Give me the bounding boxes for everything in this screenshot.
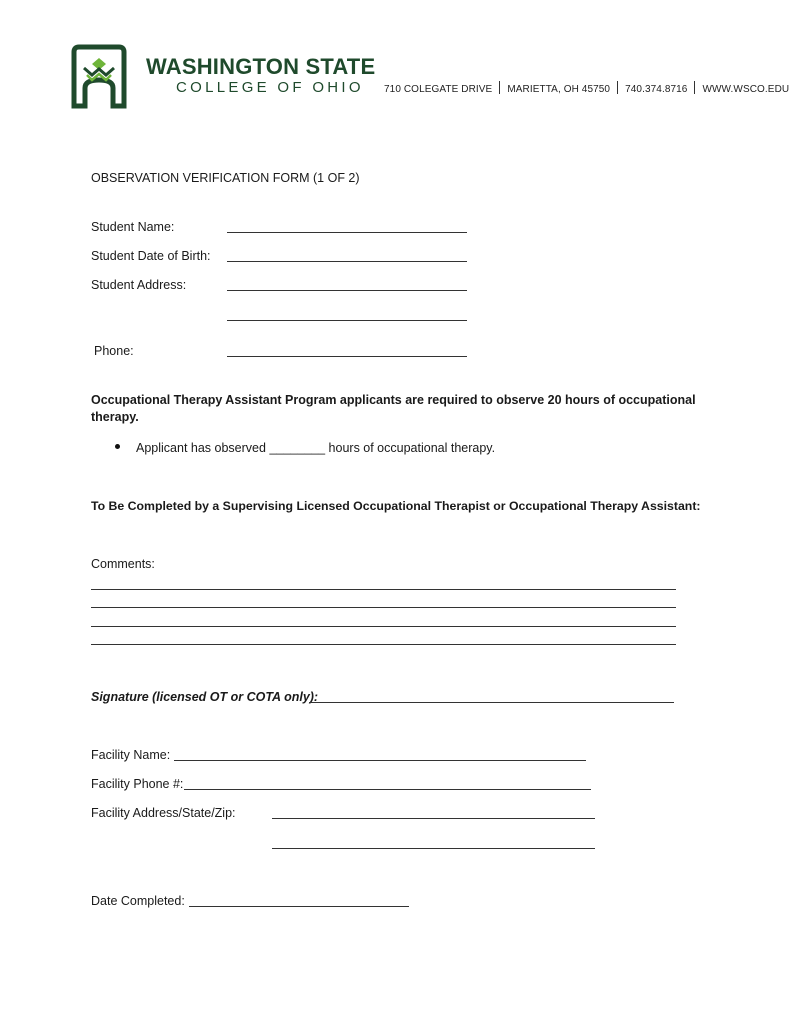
divider [499, 81, 500, 94]
facility-address-field-2[interactable] [272, 848, 595, 849]
signature-label: Signature (licensed OT or COTA only): [91, 690, 319, 704]
observed-hours-field[interactable]: ________ [269, 441, 326, 455]
student-dob-label: Student Date of Birth: [91, 249, 211, 263]
signature-field[interactable] [309, 702, 674, 703]
date-completed-label: Date Completed: [91, 894, 185, 908]
college-address: 710 COLEGATE DRIVE [384, 84, 493, 95]
facility-name-label: Facility Name: [91, 748, 171, 762]
observed-suffix: hours of occupational therapy. [328, 441, 496, 455]
student-address-label: Student Address: [91, 278, 187, 292]
divider [617, 81, 618, 94]
student-address-field-2[interactable] [227, 320, 467, 321]
student-name-field[interactable] [227, 232, 467, 233]
college-website[interactable]: WWW.WSCO.EDU [702, 84, 789, 95]
college-logo-icon [70, 44, 128, 110]
phone-label: Phone: [94, 344, 134, 358]
comments-line-2[interactable] [91, 607, 676, 608]
college-subtitle: COLLEGE OF OHIO [176, 79, 364, 96]
comments-line-4[interactable] [91, 644, 676, 645]
bullet-icon [115, 444, 120, 449]
divider [694, 81, 695, 94]
observed-hours-line [136, 441, 495, 456]
comments-label: Comments: [91, 557, 155, 571]
observed-prefix: Applicant has observed [136, 441, 266, 455]
comments-line-1[interactable] [91, 589, 676, 590]
facility-address-label: Facility Address/State/Zip: [91, 806, 236, 820]
facility-address-field-1[interactable] [272, 818, 595, 819]
facility-phone-label: Facility Phone #: [91, 777, 184, 791]
college-city: MARIETTA, OH 45750 [507, 84, 611, 95]
date-completed-field[interactable] [189, 906, 409, 907]
comments-line-3[interactable] [91, 626, 676, 627]
student-address-field-1[interactable] [227, 290, 467, 291]
requirement-text: Occupational Therapy Assistant Program applicants are required to observe 20 hours of occupational [91, 393, 696, 407]
phone-field[interactable] [227, 356, 467, 357]
requirement-text-cont: therapy. [91, 410, 139, 424]
facility-name-field[interactable] [174, 760, 586, 761]
supervisor-heading: To Be Completed by a Supervising Licensed Occupational Therapist or Occupational Therapy Assistant: [91, 499, 701, 513]
form-title: OBSERVATION VERIFICATION FORM (1 OF 2) [91, 171, 360, 185]
facility-phone-field[interactable] [184, 789, 591, 790]
college-name: WASHINGTON STATE [146, 54, 376, 79]
contact-info [384, 81, 789, 95]
student-name-label: Student Name: [91, 220, 175, 234]
college-phone: 740.374.8716 [625, 84, 688, 95]
student-dob-field[interactable] [227, 261, 467, 262]
